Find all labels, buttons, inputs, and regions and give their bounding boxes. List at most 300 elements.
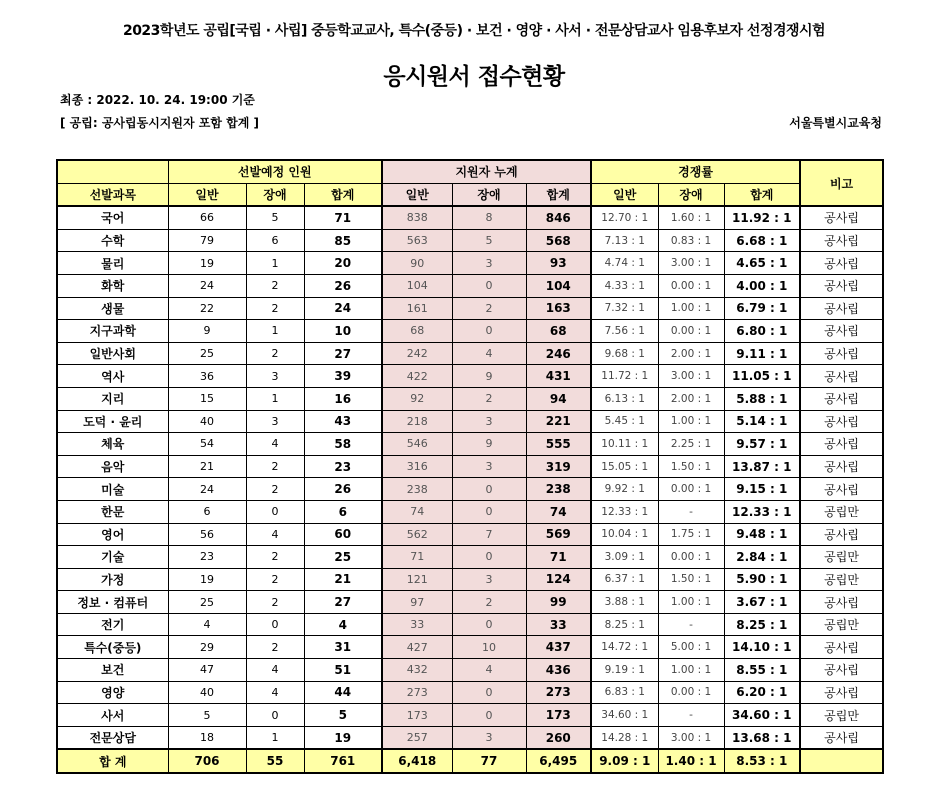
cell-planned-total: 21 [304, 568, 382, 591]
table-row [57, 455, 883, 478]
cell-ratio-total: 9.15 : 1 [724, 478, 800, 501]
cell-applicants-disabled: 9 [452, 365, 526, 388]
cell-remark: 공사립 [800, 274, 883, 297]
cell-applicants-general: 74 [382, 500, 452, 523]
cell-ratio-general: 14.72 : 1 [591, 636, 658, 659]
cell-planned-disabled: 0 [246, 500, 304, 523]
table-row [57, 478, 883, 501]
cell-ratio-total: 6.79 : 1 [724, 297, 800, 320]
cell-planned-total: 39 [304, 365, 382, 388]
cell-remark: 공사립 [800, 681, 883, 704]
cell-ratio-total: 13.87 : 1 [724, 455, 800, 478]
cell-ratio-disabled: 1.50 : 1 [658, 568, 724, 591]
cell-applicants-total: 173 [526, 704, 591, 727]
cell-planned-general: 4 [168, 613, 246, 636]
header-ratio-disabled: 장애 [658, 183, 724, 206]
cell-applicants-general: 432 [382, 659, 452, 682]
cell-planned-total: 24 [304, 297, 382, 320]
table-row [57, 659, 883, 682]
table-row [57, 523, 883, 546]
cell-ratio-disabled: 1.50 : 1 [658, 455, 724, 478]
cell-planned-general: 25 [168, 591, 246, 614]
cell-applicants-total: 68 [526, 320, 591, 343]
cell-ratio-general: 12.70 : 1 [591, 206, 658, 229]
header-applicants-total: 합계 [526, 183, 591, 206]
cell-planned-total: 85 [304, 229, 382, 252]
cell-remark: 공사립 [800, 523, 883, 546]
cell-ratio-disabled: 1.00 : 1 [658, 297, 724, 320]
cell-planned-total: 16 [304, 387, 382, 410]
cell-remark: 공사립 [800, 387, 883, 410]
cell-planned-general: 36 [168, 365, 246, 388]
table-row [57, 546, 883, 569]
cell-ratio-general: 15.05 : 1 [591, 455, 658, 478]
cell-subject: 영양 [57, 681, 168, 704]
header-ratio-total: 합계 [724, 183, 800, 206]
cell-ratio-general: 9.09 : 1 [591, 749, 658, 773]
cell-planned-disabled: 2 [246, 455, 304, 478]
cell-applicants-general: 104 [382, 274, 452, 297]
cell-subject: 물리 [57, 252, 168, 275]
cell-planned-general: 19 [168, 252, 246, 275]
cell-planned-disabled: 1 [246, 726, 304, 749]
cell-remark: 공사립 [800, 455, 883, 478]
cell-ratio-general: 6.37 : 1 [591, 568, 658, 591]
cell-planned-total: 44 [304, 681, 382, 704]
cell-applicants-total: 33 [526, 613, 591, 636]
cell-remark [800, 749, 883, 773]
cell-subject: 전기 [57, 613, 168, 636]
cell-ratio-total: 5.88 : 1 [724, 387, 800, 410]
table-row [57, 297, 883, 320]
cell-applicants-general: 546 [382, 433, 452, 456]
cell-planned-disabled: 2 [246, 636, 304, 659]
cell-remark: 공사립 [800, 320, 883, 343]
cell-applicants-disabled: 4 [452, 342, 526, 365]
header-remarks: 비고 [800, 160, 883, 206]
cell-subject: 음악 [57, 455, 168, 478]
cell-applicants-disabled: 10 [452, 636, 526, 659]
table-row [57, 681, 883, 704]
cell-subject: 지리 [57, 387, 168, 410]
cell-applicants-total: 319 [526, 455, 591, 478]
cell-applicants-general: 218 [382, 410, 452, 433]
cell-applicants-disabled: 0 [452, 500, 526, 523]
cell-planned-disabled: 4 [246, 681, 304, 704]
cell-subject: 사서 [57, 704, 168, 727]
cell-planned-total: 27 [304, 591, 382, 614]
cell-applicants-total: 431 [526, 365, 591, 388]
cell-ratio-disabled: 1.75 : 1 [658, 523, 724, 546]
cell-planned-total: 51 [304, 659, 382, 682]
cell-ratio-total: 8.25 : 1 [724, 613, 800, 636]
header-applicants-disabled: 장애 [452, 183, 526, 206]
cell-ratio-total: 4.00 : 1 [724, 274, 800, 297]
cell-ratio-disabled: - [658, 500, 724, 523]
cell-ratio-disabled: - [658, 613, 724, 636]
cell-applicants-disabled: 0 [452, 546, 526, 569]
cell-subject: 합 계 [57, 749, 168, 773]
organization-name: 서울특별시교육청 [789, 116, 882, 130]
cell-remark: 공사립 [800, 365, 883, 388]
header-applicants-general: 일반 [382, 183, 452, 206]
cell-ratio-general: 4.74 : 1 [591, 252, 658, 275]
cell-ratio-total: 4.65 : 1 [724, 252, 800, 275]
header-planned-total: 합계 [304, 183, 382, 206]
cell-planned-disabled: 2 [246, 297, 304, 320]
cell-ratio-general: 3.88 : 1 [591, 591, 658, 614]
cell-ratio-total: 8.53 : 1 [724, 749, 800, 773]
cell-planned-general: 19 [168, 568, 246, 591]
cell-ratio-disabled: 1.00 : 1 [658, 410, 724, 433]
cell-applicants-total: 846 [526, 206, 591, 229]
cell-applicants-disabled: 9 [452, 433, 526, 456]
cell-applicants-general: 257 [382, 726, 452, 749]
header-planned: 선발예정 인원 [168, 160, 382, 183]
cell-applicants-disabled: 3 [452, 568, 526, 591]
cell-applicants-general: 33 [382, 613, 452, 636]
cell-subject: 역사 [57, 365, 168, 388]
table-row [57, 229, 883, 252]
table-row [57, 433, 883, 456]
cell-applicants-general: 97 [382, 591, 452, 614]
cell-ratio-general: 34.60 : 1 [591, 704, 658, 727]
cell-planned-disabled: 1 [246, 387, 304, 410]
cell-applicants-general: 562 [382, 523, 452, 546]
cell-ratio-total: 13.68 : 1 [724, 726, 800, 749]
cell-ratio-general: 10.04 : 1 [591, 523, 658, 546]
cell-applicants-total: 273 [526, 681, 591, 704]
cell-ratio-disabled: 0.00 : 1 [658, 681, 724, 704]
table-row [57, 636, 883, 659]
cell-ratio-general: 9.68 : 1 [591, 342, 658, 365]
cell-remark: 공립만 [800, 613, 883, 636]
cell-planned-disabled: 4 [246, 433, 304, 456]
cell-remark: 공사립 [800, 206, 883, 229]
cell-applicants-general: 92 [382, 387, 452, 410]
cell-applicants-general: 242 [382, 342, 452, 365]
cell-applicants-general: 238 [382, 478, 452, 501]
cell-applicants-total: 6,495 [526, 749, 591, 773]
table-row [57, 387, 883, 410]
cell-remark: 공사립 [800, 659, 883, 682]
cell-applicants-total: 163 [526, 297, 591, 320]
cell-ratio-general: 14.28 : 1 [591, 726, 658, 749]
cell-ratio-general: 4.33 : 1 [591, 274, 658, 297]
cell-applicants-general: 427 [382, 636, 452, 659]
cell-ratio-total: 6.20 : 1 [724, 681, 800, 704]
cell-ratio-general: 7.56 : 1 [591, 320, 658, 343]
cell-ratio-total: 34.60 : 1 [724, 704, 800, 727]
cell-planned-disabled: 6 [246, 229, 304, 252]
cell-subject: 미술 [57, 478, 168, 501]
cell-applicants-total: 93 [526, 252, 591, 275]
header-planned-disabled: 장애 [246, 183, 304, 206]
cell-applicants-disabled: 2 [452, 297, 526, 320]
table-row [57, 252, 883, 275]
cell-applicants-disabled: 8 [452, 206, 526, 229]
cell-planned-total: 31 [304, 636, 382, 659]
table-row [57, 320, 883, 343]
cell-applicants-disabled: 2 [452, 387, 526, 410]
cell-planned-disabled: 4 [246, 523, 304, 546]
note-text: [ 공립: 공사립동시지원자 포함 합계 ] [60, 116, 259, 130]
cell-planned-general: 29 [168, 636, 246, 659]
total-row [57, 749, 883, 773]
cell-ratio-disabled: 0.00 : 1 [658, 478, 724, 501]
group-header-row [57, 160, 883, 183]
table-row [57, 704, 883, 727]
cell-applicants-disabled: 0 [452, 681, 526, 704]
cell-ratio-total: 8.55 : 1 [724, 659, 800, 682]
cell-planned-disabled: 1 [246, 252, 304, 275]
cell-applicants-disabled: 7 [452, 523, 526, 546]
table-row [57, 591, 883, 614]
cell-ratio-general: 3.09 : 1 [591, 546, 658, 569]
header-applicants: 지원자 누계 [382, 160, 591, 183]
cell-applicants-total: 221 [526, 410, 591, 433]
cell-ratio-total: 2.84 : 1 [724, 546, 800, 569]
table-row [57, 613, 883, 636]
header-blank [57, 160, 168, 183]
cell-applicants-total: 238 [526, 478, 591, 501]
cell-ratio-total: 6.68 : 1 [724, 229, 800, 252]
cell-applicants-general: 121 [382, 568, 452, 591]
cell-ratio-disabled: 2.00 : 1 [658, 342, 724, 365]
cell-planned-total: 25 [304, 546, 382, 569]
cell-ratio-total: 5.14 : 1 [724, 410, 800, 433]
table-row [57, 410, 883, 433]
as-of-timestamp: 최종 : 2022. 10. 24. 19:00 기준 [60, 93, 255, 107]
exam-title: 2023학년도 공립[국립 · 사립] 중등학교교사, 특수(중등) · 보건 · 영양 · 사서 · 전문상담교사 임용후보자 선정경쟁시험 [122, 23, 826, 39]
cell-planned-disabled: 2 [246, 568, 304, 591]
cell-planned-disabled: 2 [246, 546, 304, 569]
cell-ratio-general: 7.32 : 1 [591, 297, 658, 320]
cell-applicants-disabled: 5 [452, 229, 526, 252]
cell-subject: 가정 [57, 568, 168, 591]
cell-applicants-disabled: 0 [452, 274, 526, 297]
cell-remark: 공사립 [800, 433, 883, 456]
cell-planned-general: 706 [168, 749, 246, 773]
cell-planned-total: 71 [304, 206, 382, 229]
cell-applicants-disabled: 3 [452, 726, 526, 749]
cell-applicants-disabled: 4 [452, 659, 526, 682]
table-body [57, 206, 883, 773]
cell-applicants-general: 161 [382, 297, 452, 320]
cell-subject: 정보 · 컴퓨터 [57, 591, 168, 614]
cell-remark: 공사립 [800, 297, 883, 320]
cell-ratio-total: 11.92 : 1 [724, 206, 800, 229]
table-row [57, 726, 883, 749]
header-planned-general: 일반 [168, 183, 246, 206]
cell-ratio-general: 10.11 : 1 [591, 433, 658, 456]
cell-remark: 공립만 [800, 568, 883, 591]
cell-planned-total: 60 [304, 523, 382, 546]
cell-planned-general: 40 [168, 410, 246, 433]
cell-ratio-disabled: 0.00 : 1 [658, 320, 724, 343]
cell-remark: 공사립 [800, 591, 883, 614]
cell-planned-disabled: 1 [246, 320, 304, 343]
cell-ratio-disabled: 3.00 : 1 [658, 252, 724, 275]
cell-planned-disabled: 0 [246, 704, 304, 727]
cell-planned-disabled: 3 [246, 365, 304, 388]
cell-applicants-total: 555 [526, 433, 591, 456]
cell-ratio-general: 8.25 : 1 [591, 613, 658, 636]
cell-applicants-total: 104 [526, 274, 591, 297]
cell-ratio-total: 6.80 : 1 [724, 320, 800, 343]
cell-planned-total: 43 [304, 410, 382, 433]
cell-subject: 지구과학 [57, 320, 168, 343]
cell-ratio-total: 12.33 : 1 [724, 500, 800, 523]
cell-planned-disabled: 4 [246, 659, 304, 682]
cell-planned-general: 9 [168, 320, 246, 343]
cell-ratio-disabled: 1.60 : 1 [658, 206, 724, 229]
cell-ratio-total: 11.05 : 1 [724, 365, 800, 388]
cell-remark: 공사립 [800, 410, 883, 433]
cell-applicants-total: 568 [526, 229, 591, 252]
cell-ratio-disabled: 2.00 : 1 [658, 387, 724, 410]
application-status-table [56, 159, 884, 774]
cell-planned-general: 66 [168, 206, 246, 229]
header-subject: 선발과목 [57, 183, 168, 206]
cell-remark: 공립만 [800, 546, 883, 569]
cell-subject: 특수(중등) [57, 636, 168, 659]
cell-planned-general: 15 [168, 387, 246, 410]
cell-applicants-disabled: 77 [452, 749, 526, 773]
cell-ratio-total: 14.10 : 1 [724, 636, 800, 659]
cell-ratio-disabled: 1.00 : 1 [658, 659, 724, 682]
cell-applicants-disabled: 0 [452, 478, 526, 501]
cell-remark: 공사립 [800, 636, 883, 659]
cell-ratio-disabled: 5.00 : 1 [658, 636, 724, 659]
table-row [57, 568, 883, 591]
cell-ratio-disabled: 0.00 : 1 [658, 546, 724, 569]
cell-applicants-total: 71 [526, 546, 591, 569]
cell-applicants-general: 422 [382, 365, 452, 388]
cell-planned-general: 56 [168, 523, 246, 546]
cell-subject: 기술 [57, 546, 168, 569]
cell-subject: 보건 [57, 659, 168, 682]
cell-applicants-disabled: 0 [452, 613, 526, 636]
cell-planned-general: 54 [168, 433, 246, 456]
header-competition: 경쟁률 [591, 160, 800, 183]
cell-applicants-total: 436 [526, 659, 591, 682]
cell-subject: 화학 [57, 274, 168, 297]
cell-remark: 공사립 [800, 229, 883, 252]
cell-planned-total: 5 [304, 704, 382, 727]
cell-remark: 공사립 [800, 252, 883, 275]
cell-ratio-disabled: 3.00 : 1 [658, 726, 724, 749]
cell-ratio-disabled: 1.00 : 1 [658, 591, 724, 614]
cell-applicants-general: 563 [382, 229, 452, 252]
cell-remark: 공립만 [800, 500, 883, 523]
cell-planned-total: 26 [304, 478, 382, 501]
cell-planned-general: 6 [168, 500, 246, 523]
cell-planned-disabled: 2 [246, 591, 304, 614]
cell-planned-total: 58 [304, 433, 382, 456]
cell-applicants-total: 569 [526, 523, 591, 546]
table-row [57, 274, 883, 297]
cell-planned-general: 40 [168, 681, 246, 704]
cell-applicants-total: 246 [526, 342, 591, 365]
cell-ratio-total: 9.48 : 1 [724, 523, 800, 546]
sub-header-row [57, 183, 883, 206]
cell-ratio-general: 5.45 : 1 [591, 410, 658, 433]
cell-ratio-general: 9.19 : 1 [591, 659, 658, 682]
cell-applicants-disabled: 2 [452, 591, 526, 614]
cell-planned-total: 19 [304, 726, 382, 749]
cell-remark: 공사립 [800, 726, 883, 749]
cell-applicants-general: 316 [382, 455, 452, 478]
cell-applicants-general: 838 [382, 206, 452, 229]
cell-ratio-general: 7.13 : 1 [591, 229, 658, 252]
cell-applicants-general: 68 [382, 320, 452, 343]
cell-ratio-disabled: 3.00 : 1 [658, 365, 724, 388]
cell-applicants-total: 74 [526, 500, 591, 523]
cell-applicants-disabled: 3 [452, 410, 526, 433]
cell-planned-total: 6 [304, 500, 382, 523]
cell-subject: 체육 [57, 433, 168, 456]
cell-planned-general: 22 [168, 297, 246, 320]
cell-subject: 영어 [57, 523, 168, 546]
cell-applicants-total: 260 [526, 726, 591, 749]
cell-ratio-total: 9.11 : 1 [724, 342, 800, 365]
cell-ratio-total: 5.90 : 1 [724, 568, 800, 591]
cell-subject: 일반사회 [57, 342, 168, 365]
cell-planned-total: 20 [304, 252, 382, 275]
cell-planned-disabled: 55 [246, 749, 304, 773]
header-ratio-general: 일반 [591, 183, 658, 206]
cell-planned-general: 5 [168, 704, 246, 727]
cell-ratio-disabled: 1.40 : 1 [658, 749, 724, 773]
cell-ratio-general: 9.92 : 1 [591, 478, 658, 501]
table-row [57, 206, 883, 229]
cell-applicants-general: 71 [382, 546, 452, 569]
cell-remark: 공사립 [800, 342, 883, 365]
cell-subject: 수학 [57, 229, 168, 252]
cell-applicants-general: 6,418 [382, 749, 452, 773]
table-row [57, 365, 883, 388]
cell-ratio-disabled: 0.83 : 1 [658, 229, 724, 252]
cell-ratio-general: 11.72 : 1 [591, 365, 658, 388]
cell-subject: 한문 [57, 500, 168, 523]
cell-planned-total: 27 [304, 342, 382, 365]
cell-planned-disabled: 2 [246, 478, 304, 501]
cell-planned-total: 23 [304, 455, 382, 478]
cell-ratio-disabled: 0.00 : 1 [658, 274, 724, 297]
cell-subject: 국어 [57, 206, 168, 229]
cell-planned-total: 761 [304, 749, 382, 773]
cell-planned-general: 24 [168, 274, 246, 297]
page-title: 응시원서 접수현황 [383, 64, 565, 90]
cell-ratio-general: 6.83 : 1 [591, 681, 658, 704]
cell-planned-disabled: 0 [246, 613, 304, 636]
cell-ratio-total: 9.57 : 1 [724, 433, 800, 456]
table-row [57, 342, 883, 365]
cell-applicants-total: 99 [526, 591, 591, 614]
cell-planned-general: 23 [168, 546, 246, 569]
cell-applicants-total: 94 [526, 387, 591, 410]
cell-planned-disabled: 2 [246, 342, 304, 365]
cell-planned-total: 26 [304, 274, 382, 297]
cell-remark: 공립만 [800, 704, 883, 727]
cell-applicants-total: 124 [526, 568, 591, 591]
cell-planned-total: 10 [304, 320, 382, 343]
cell-planned-general: 25 [168, 342, 246, 365]
cell-applicants-disabled: 3 [452, 455, 526, 478]
cell-planned-general: 47 [168, 659, 246, 682]
cell-planned-general: 24 [168, 478, 246, 501]
